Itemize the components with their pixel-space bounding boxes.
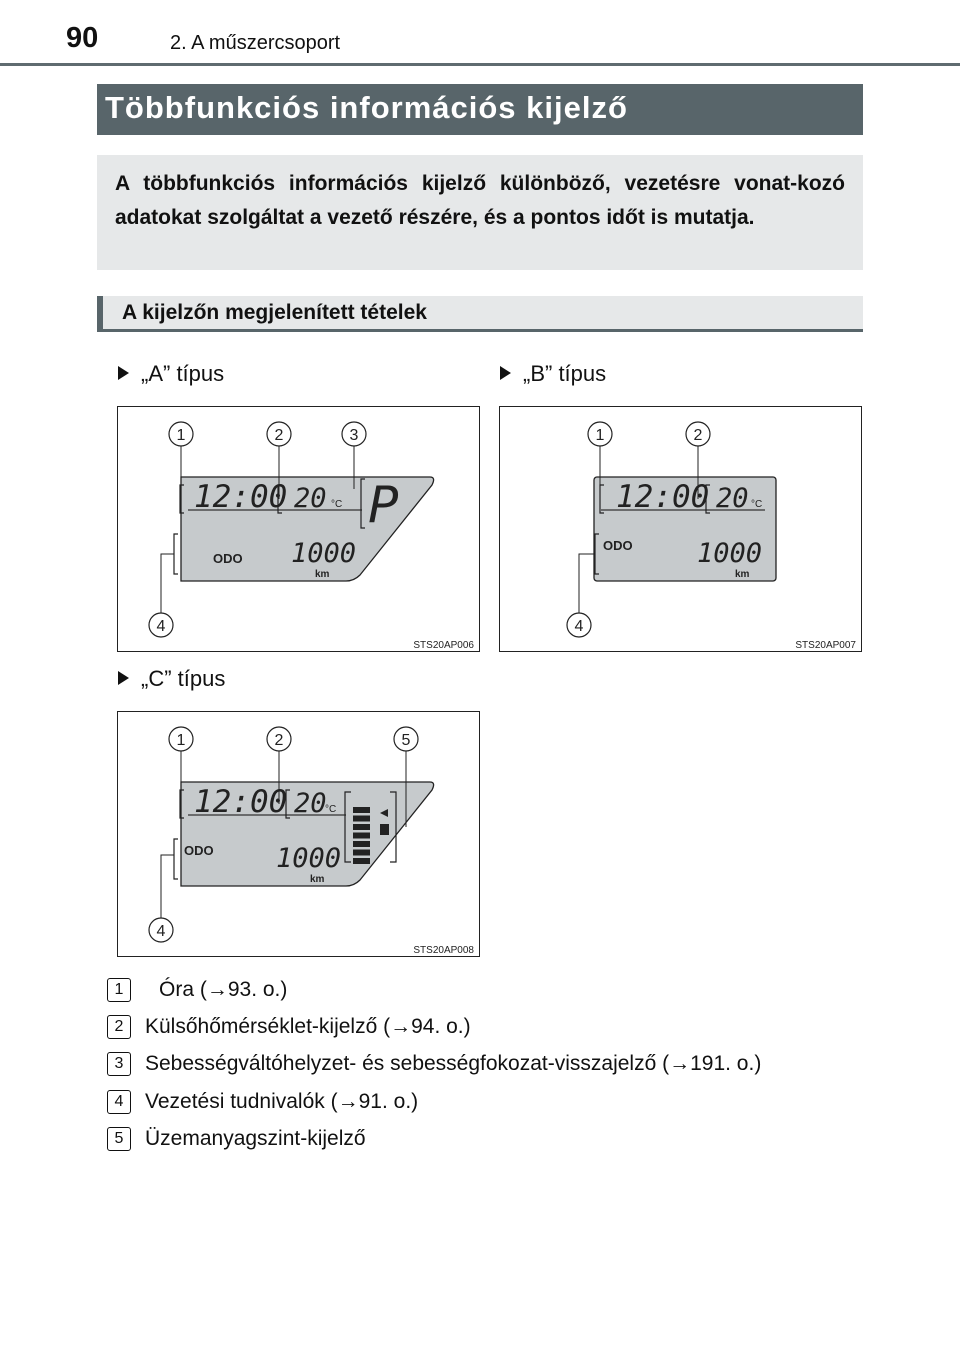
subheading: A kijelzőn megjelenített tételek bbox=[97, 296, 863, 332]
legend-number: 5 bbox=[107, 1127, 131, 1151]
legend-text: Sebességváltóhelyzet- és sebességfokozat-visszajelző (→191. o.) bbox=[145, 1052, 762, 1075]
svg-text:4: 4 bbox=[156, 923, 166, 940]
type-b-label bbox=[500, 361, 606, 387]
fuel-bar bbox=[353, 824, 370, 830]
display-diagram-a bbox=[118, 407, 481, 653]
type-a-label-text: „A” típus bbox=[141, 361, 225, 386]
odo-readout: 1000 bbox=[276, 843, 342, 874]
odo-readout: 1000 bbox=[697, 538, 763, 569]
callout-1 bbox=[169, 727, 193, 751]
type-c-label-text: „C” típus bbox=[141, 666, 226, 691]
clock-readout: 12:00 bbox=[194, 479, 288, 515]
figure-code: STS20AP007 bbox=[795, 640, 856, 651]
callout-3 bbox=[342, 422, 366, 446]
intro-text: A többfunkciós információs kijelző különböző, vezetésre vonat-kozó adatokat szolgáltat a vezető részére, és a pontos időt is mutatja. bbox=[97, 155, 863, 270]
temp-unit: °C bbox=[751, 499, 763, 510]
odo-label: ODO bbox=[184, 843, 214, 858]
page-title: Többfunkciós információs kijelző bbox=[97, 84, 863, 135]
legend-number: 4 bbox=[107, 1090, 131, 1114]
triangle-bullet-icon bbox=[500, 366, 511, 380]
fuel-bar bbox=[353, 841, 370, 847]
odo-readout: 1000 bbox=[291, 538, 357, 569]
fuel-bar bbox=[353, 858, 370, 864]
legend-text: Óra (→93. o.) bbox=[159, 978, 288, 1001]
legend-number: 1 bbox=[107, 978, 131, 1002]
odo-unit: km bbox=[315, 569, 330, 580]
odo-label: ODO bbox=[213, 551, 243, 566]
svg-text:2: 2 bbox=[693, 427, 703, 444]
callout-4 bbox=[567, 613, 591, 637]
figure-code: STS20AP008 bbox=[413, 945, 474, 956]
svg-text:2: 2 bbox=[274, 427, 284, 444]
callout-2 bbox=[267, 422, 291, 446]
legend-text: Üzemanyagszint-kijelző bbox=[145, 1127, 366, 1150]
callout-5 bbox=[394, 727, 418, 751]
odo-unit: km bbox=[310, 874, 325, 885]
temp-unit: °C bbox=[325, 804, 337, 815]
section-title: 2. A műszercsoport bbox=[170, 32, 341, 54]
temp-readout: 20 bbox=[294, 788, 327, 819]
svg-text:1: 1 bbox=[595, 427, 605, 444]
svg-text:2: 2 bbox=[274, 732, 284, 749]
legend-number: 2 bbox=[107, 1015, 131, 1039]
triangle-bullet-icon bbox=[118, 671, 129, 685]
figure-code: STS20AP006 bbox=[413, 640, 474, 651]
clock-readout: 12:00 bbox=[616, 479, 710, 515]
gear-indicator: P bbox=[368, 476, 399, 534]
header-rule bbox=[0, 63, 960, 66]
fuel-pump-icon bbox=[380, 824, 389, 835]
fuel-bar bbox=[353, 833, 370, 839]
fuel-bar bbox=[353, 850, 370, 856]
temp-readout: 20 bbox=[716, 483, 749, 514]
type-c-label bbox=[118, 666, 225, 692]
callout-1 bbox=[169, 422, 193, 446]
type-b-label-text: „B” típus bbox=[523, 361, 607, 386]
display-diagram-c bbox=[118, 712, 481, 958]
callout-4 bbox=[149, 918, 173, 942]
svg-text:3: 3 bbox=[349, 427, 359, 444]
fuel-bar bbox=[353, 816, 370, 822]
temp-readout: 20 bbox=[294, 483, 327, 514]
type-a-label bbox=[118, 361, 224, 387]
callout-2 bbox=[267, 727, 291, 751]
callout-2 bbox=[686, 422, 710, 446]
display-diagram-b bbox=[500, 407, 863, 653]
callout-4 bbox=[149, 613, 173, 637]
svg-text:4: 4 bbox=[156, 618, 166, 635]
legend-text: Vezetési tudnivalók (→91. o.) bbox=[145, 1090, 419, 1113]
triangle-bullet-icon bbox=[118, 366, 129, 380]
figure-type-b bbox=[499, 406, 862, 652]
clock-readout: 12:00 bbox=[194, 784, 288, 820]
legend-number: 3 bbox=[107, 1052, 131, 1076]
figure-type-a bbox=[117, 406, 480, 652]
svg-text:5: 5 bbox=[401, 732, 411, 749]
svg-text:1: 1 bbox=[176, 732, 186, 749]
legend-text: Külsőhőmérséklet-kijelző (→94. o.) bbox=[145, 1015, 471, 1038]
svg-text:4: 4 bbox=[574, 618, 584, 635]
temp-unit: °C bbox=[331, 499, 343, 510]
figure-type-c bbox=[117, 711, 480, 957]
odo-label: ODO bbox=[603, 538, 633, 553]
fuel-level-gauge bbox=[353, 807, 370, 864]
svg-text:1: 1 bbox=[176, 427, 186, 444]
fuel-bar bbox=[353, 807, 370, 813]
odo-unit: km bbox=[735, 569, 750, 580]
callout-1 bbox=[588, 422, 612, 446]
page-number: 90 bbox=[66, 22, 99, 54]
